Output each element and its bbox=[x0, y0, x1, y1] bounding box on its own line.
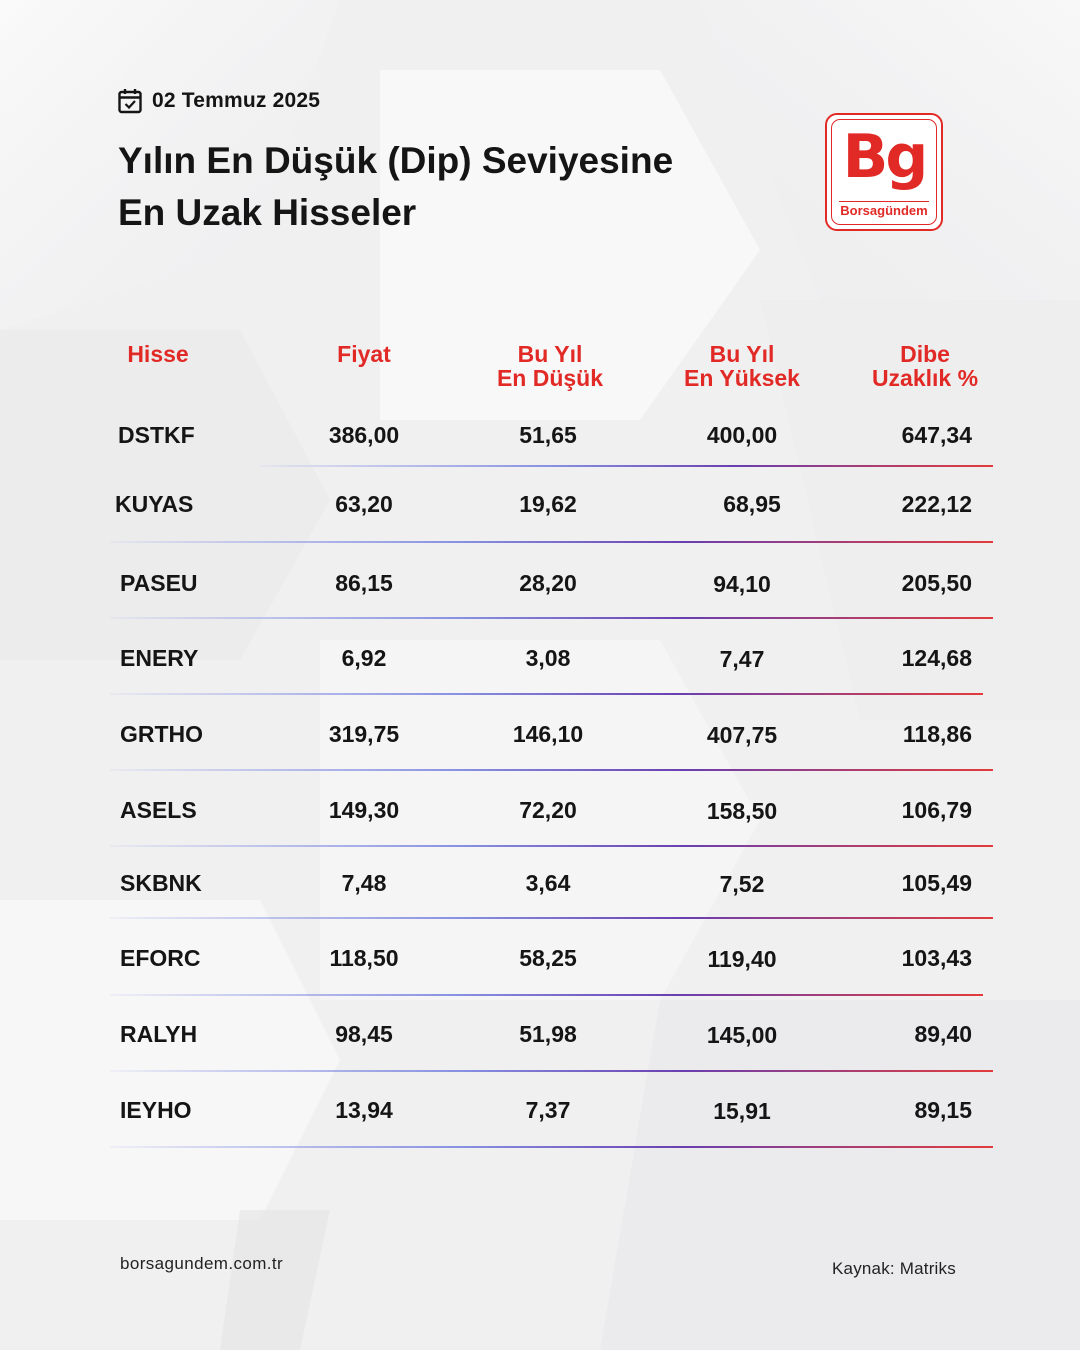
cell-year-high: 7,47 bbox=[719, 646, 765, 672]
cell-price: 118,50 bbox=[329, 945, 399, 971]
cell-distance: 89,15 bbox=[914, 1097, 972, 1123]
table-row bbox=[0, 489, 1080, 529]
row-divider bbox=[110, 1146, 993, 1148]
cell-year-low: 58,25 bbox=[519, 945, 577, 971]
cell-year-low: 3,08 bbox=[525, 645, 571, 671]
table-row bbox=[0, 795, 1080, 835]
cell-year-high: 158,50 bbox=[706, 798, 778, 824]
cell-stock: ENERY bbox=[120, 645, 199, 671]
cell-stock: GRTHO bbox=[120, 721, 204, 747]
cell-distance: 124,68 bbox=[901, 645, 972, 671]
table-row bbox=[0, 719, 1080, 759]
cell-year-high: 400,00 bbox=[706, 422, 778, 448]
column-header-stock: Hisse bbox=[127, 341, 189, 367]
row-divider bbox=[110, 541, 993, 543]
cell-year-low: 7,37 bbox=[525, 1097, 571, 1123]
cell-stock: KUYAS bbox=[115, 491, 194, 517]
cell-price: 6,92 bbox=[341, 645, 387, 671]
title-line-1: Yılın En Düşük (Dip) Seviyesine bbox=[118, 140, 674, 181]
column-header-price: Fiyat bbox=[337, 341, 391, 367]
row-divider bbox=[110, 917, 993, 919]
table-row bbox=[0, 568, 1080, 608]
cell-year-low: 51,65 bbox=[519, 422, 577, 448]
cell-price: 63,20 bbox=[335, 491, 393, 517]
column-header-year-low: Bu Yıl En Düşük bbox=[496, 341, 604, 391]
cell-year-high: 68,95 bbox=[723, 491, 781, 517]
table-row bbox=[0, 868, 1080, 908]
table-row bbox=[0, 1019, 1080, 1059]
row-divider bbox=[110, 1070, 993, 1072]
cell-distance: 205,50 bbox=[901, 570, 972, 596]
title-line-2: En Uzak Hisseler bbox=[118, 192, 417, 233]
cell-year-high: 7,52 bbox=[719, 871, 765, 897]
website-link[interactable]: borsagundem.com.tr bbox=[120, 1254, 284, 1273]
column-header-year-high: Bu Yıl En Yüksek bbox=[684, 341, 800, 391]
cell-price: 13,94 bbox=[335, 1097, 393, 1123]
cell-stock: PASEU bbox=[120, 570, 198, 596]
cell-distance: 105,49 bbox=[901, 870, 972, 896]
row-divider bbox=[110, 769, 993, 771]
cell-distance: 118,86 bbox=[902, 721, 972, 747]
cell-year-low: 72,20 bbox=[519, 797, 577, 823]
cell-price: 98,45 bbox=[335, 1021, 393, 1047]
cell-distance: 103,43 bbox=[901, 945, 972, 971]
cell-distance: 89,40 bbox=[914, 1021, 972, 1047]
cell-distance: 222,12 bbox=[901, 491, 972, 517]
cell-year-low: 3,64 bbox=[525, 870, 571, 896]
cell-distance: 106,79 bbox=[901, 797, 972, 823]
cell-price: 319,75 bbox=[328, 721, 400, 747]
cell-stock: RALYH bbox=[120, 1021, 198, 1047]
column-header-distance: Dibe Uzaklık % bbox=[871, 341, 979, 391]
cell-year-high: 94,10 bbox=[713, 571, 771, 597]
cell-price: 149,30 bbox=[328, 797, 400, 823]
logo-letters: Bg bbox=[842, 122, 926, 192]
cell-year-high: 119,40 bbox=[707, 946, 777, 972]
cell-stock: SKBNK bbox=[120, 870, 202, 896]
row-divider bbox=[110, 845, 993, 847]
cell-year-high: 145,00 bbox=[706, 1022, 778, 1048]
table-row bbox=[0, 643, 1080, 683]
cell-stock: IEYHO bbox=[120, 1097, 192, 1123]
source-note: Kaynak: Matriks bbox=[832, 1259, 956, 1278]
cell-year-low: 19,62 bbox=[519, 491, 577, 517]
table-row bbox=[0, 420, 1080, 460]
table-row bbox=[0, 943, 1080, 983]
cell-year-high: 15,91 bbox=[713, 1098, 771, 1124]
cell-stock: DSTKF bbox=[118, 422, 195, 448]
cell-stock: ASELS bbox=[120, 797, 197, 823]
cell-year-low: 51,98 bbox=[519, 1021, 577, 1047]
row-divider bbox=[110, 994, 983, 996]
table-row bbox=[0, 1095, 1080, 1135]
cell-year-low: 28,20 bbox=[519, 570, 577, 596]
cell-price: 386,00 bbox=[328, 422, 400, 448]
cell-stock: EFORC bbox=[120, 945, 201, 971]
row-divider bbox=[110, 617, 993, 619]
row-divider bbox=[260, 465, 993, 467]
cell-price: 86,15 bbox=[335, 570, 393, 596]
cell-price: 7,48 bbox=[341, 870, 387, 896]
cell-year-low: 146,10 bbox=[512, 721, 584, 747]
cell-year-high: 407,75 bbox=[706, 722, 778, 748]
report-date: 02 Temmuz 2025 bbox=[152, 89, 321, 112]
row-divider bbox=[110, 693, 983, 695]
logo-name: Borsagündem bbox=[840, 203, 928, 218]
cell-distance: 647,34 bbox=[901, 422, 972, 448]
